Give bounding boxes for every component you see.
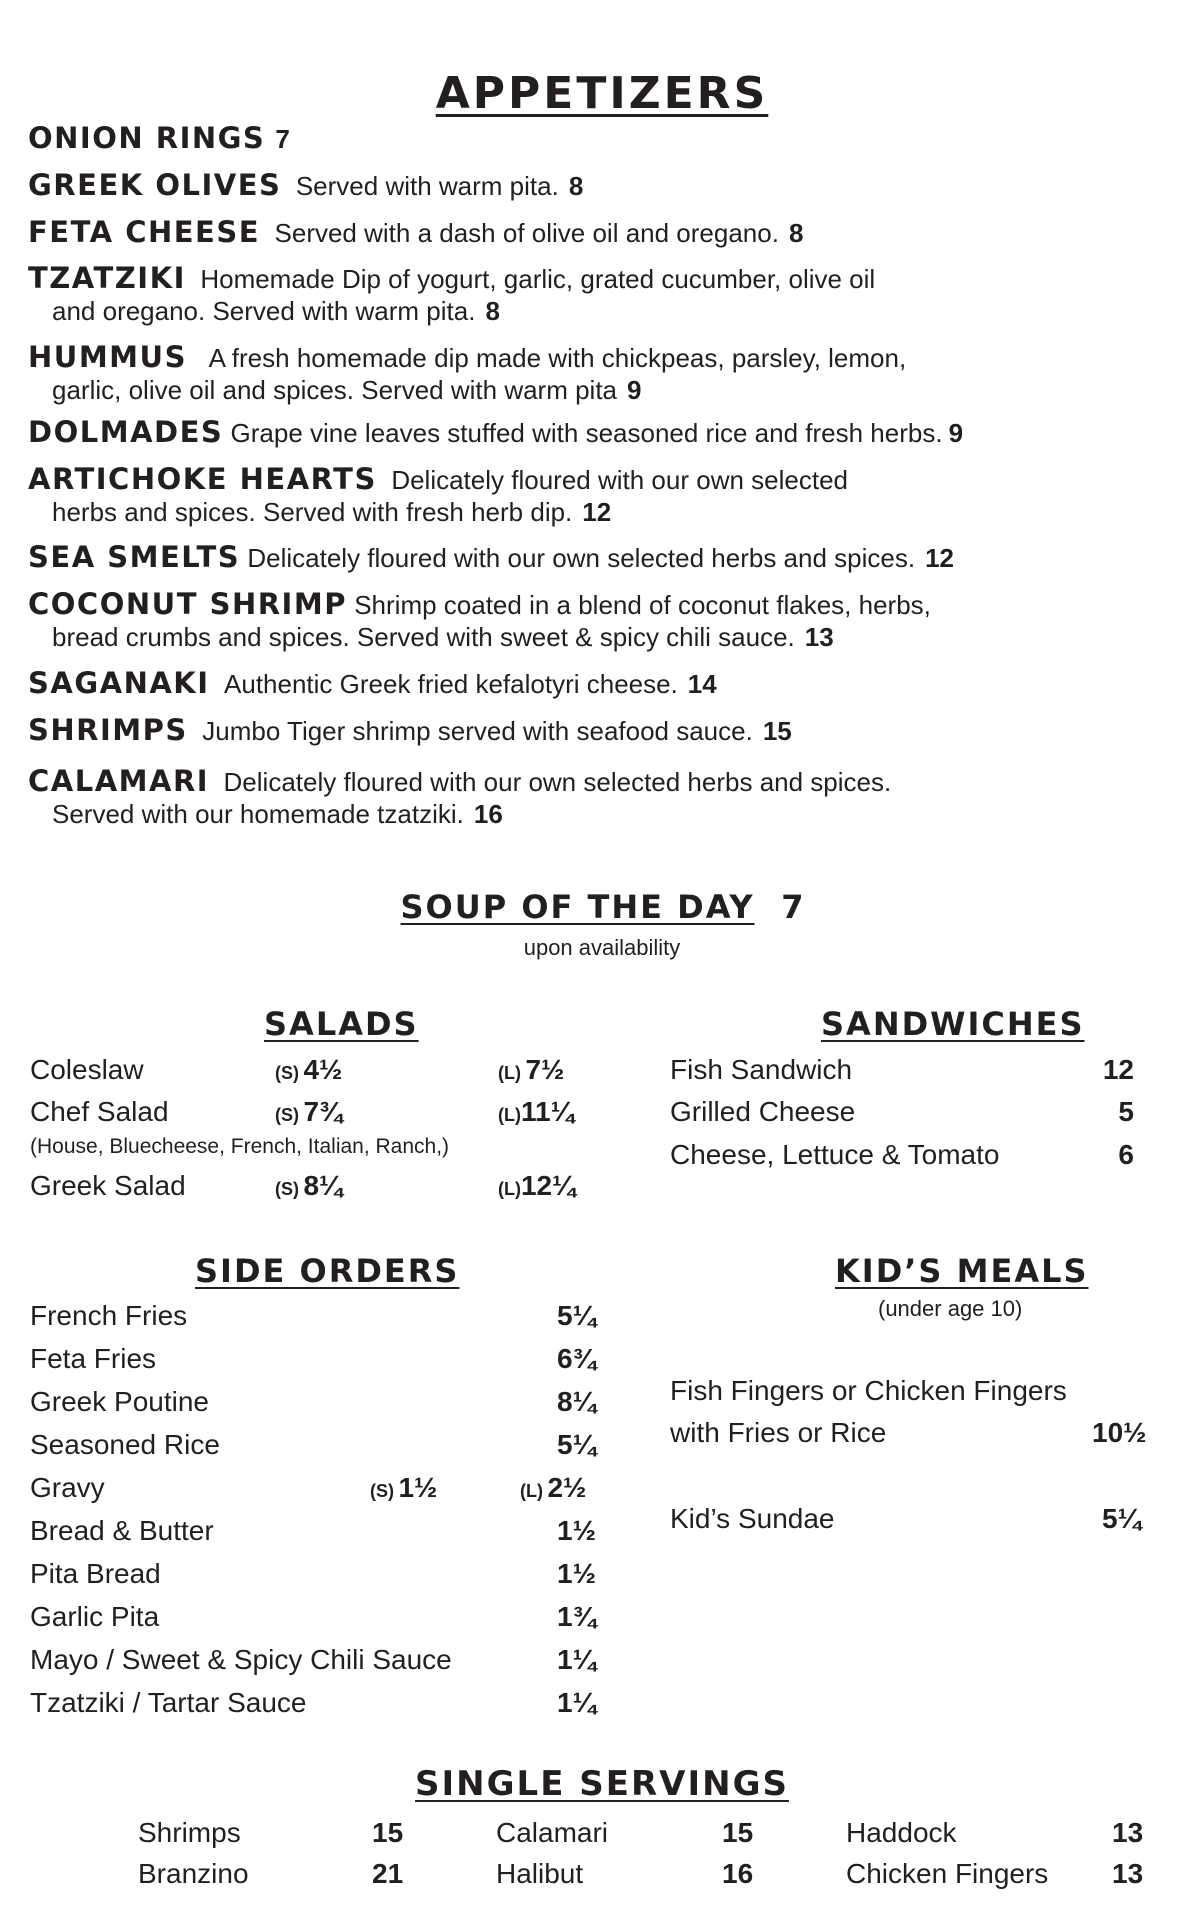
- appetizer-price: 12: [582, 497, 612, 527]
- sandwich-price: 6: [1118, 1139, 1134, 1170]
- soup-price: 7: [781, 888, 804, 926]
- side-price: 1¼: [557, 1644, 596, 1675]
- single-servings-title: SINGLE SERVINGS: [415, 1764, 789, 1804]
- appetizer-name: SHRIMPS: [28, 713, 188, 747]
- side-name: Pita Bread: [30, 1558, 161, 1589]
- appetizer-desc: Homemade Dip of yogurt, garlic, grated cucumber, olive oil: [200, 264, 876, 294]
- appetizer-price: 9: [948, 418, 964, 448]
- appetizer-name: SEA SMELTS: [28, 540, 241, 574]
- side-name: Feta Fries: [30, 1343, 157, 1374]
- side-name: French Fries: [30, 1300, 188, 1331]
- appetizer-item: [28, 169, 583, 202]
- kids-meals-note: (under age 10): [878, 1296, 1023, 1321]
- side-name: Garlic Pita: [30, 1601, 160, 1632]
- appetizer-desc: Served with a dash of olive oil and oregano.: [274, 218, 779, 248]
- appetizer-item: [28, 541, 954, 574]
- appetizer-desc: garlic, olive oil and spices. Served with warm pita: [52, 375, 618, 405]
- side-price: 1¾: [557, 1601, 596, 1632]
- appetizer-desc: Grape vine leaves stuffed with seasoned rice and fresh herbs.: [230, 418, 943, 448]
- salad-large-price: (L) 7½: [498, 1054, 565, 1085]
- single-price: 15: [372, 1817, 404, 1848]
- soup-title: SOUP OF THE DAY: [400, 888, 755, 926]
- sandwiches-title: SANDWICHES: [821, 1005, 1085, 1043]
- appetizer-name: ARTICHOKE HEARTS: [28, 462, 377, 496]
- side-large-price: (L) 2½: [520, 1472, 587, 1503]
- single-price: 21: [372, 1858, 404, 1889]
- side-price: 1½: [557, 1515, 596, 1546]
- side-price: 5¼: [557, 1300, 596, 1331]
- kids-meals-title: KID’S MEALS: [835, 1252, 1089, 1290]
- appetizer-item: [28, 714, 792, 747]
- salad-dressings: (House, Bluecheese, French, Italian, Ranch,): [30, 1135, 450, 1158]
- side-price: 1½: [557, 1558, 596, 1589]
- single-price: 13: [1112, 1817, 1144, 1848]
- appetizer-price: 8: [485, 296, 500, 326]
- side-price: 8¼: [557, 1386, 596, 1417]
- single-name: Chicken Fingers: [846, 1858, 1049, 1889]
- side-price: 5¼: [557, 1429, 596, 1460]
- appetizer-desc: Served with warm pita.: [295, 171, 559, 201]
- appetizer-price: 8: [568, 171, 584, 201]
- single-name: Haddock: [846, 1817, 957, 1848]
- appetizer-name: DOLMADES: [28, 415, 224, 449]
- appetizer-item: [28, 262, 875, 327]
- appetizer-desc: herbs and spices. Served with fresh herb dip.: [52, 497, 573, 527]
- appetizer-price: 8: [788, 218, 804, 248]
- appetizer-item: [28, 122, 290, 155]
- appetizer-price: 14: [687, 669, 717, 699]
- sandwich-name: Cheese, Lettuce & Tomato: [670, 1139, 1000, 1170]
- appetizer-price: 12: [925, 543, 954, 573]
- appetizer-price: 9: [627, 375, 642, 405]
- appetizer-item: [28, 416, 963, 449]
- kids-item-name: Kid’s Sundae: [670, 1503, 835, 1534]
- appetizer-desc: and oregano. Served with warm pita.: [52, 296, 476, 326]
- soup-note: upon availability: [523, 935, 681, 960]
- soup-heading: [0, 888, 1204, 926]
- sandwich-name: Fish Sandwich: [670, 1054, 853, 1085]
- sandwich-name: Grilled Cheese: [670, 1096, 856, 1127]
- appetizer-name: GREEK OLIVES: [28, 168, 282, 202]
- appetizer-price: 16: [473, 799, 503, 829]
- single-name: Branzino: [138, 1858, 249, 1889]
- appetizer-desc: A fresh homemade dip made with chickpeas, parsley, lemon,: [208, 343, 907, 373]
- appetizer-item: [28, 216, 803, 249]
- appetizer-price: 7: [275, 124, 290, 154]
- appetizer-item: [28, 341, 906, 406]
- side-price: 1¼: [557, 1687, 596, 1718]
- appetizer-desc: Delicately floured with our own selected herbs and spices.: [247, 543, 916, 573]
- appetizer-desc: Jumbo Tiger shrimp served with seafood sauce.: [202, 716, 753, 746]
- kids-item-price: 5¼: [1102, 1503, 1141, 1534]
- salad-large-price: (L)11¼: [498, 1096, 574, 1127]
- appetizer-desc: Authentic Greek fried kefalotyri cheese.: [224, 669, 678, 699]
- appetizer-price: 13: [804, 622, 834, 652]
- appetizer-name: ONION RINGS: [28, 121, 266, 155]
- appetizer-item: [28, 463, 848, 528]
- single-name: Calamari: [496, 1817, 609, 1848]
- single-name: Shrimps: [138, 1817, 241, 1848]
- salad-small-price: (S) 4½: [275, 1054, 343, 1085]
- salad-large-price: (L)12¼: [498, 1170, 576, 1201]
- side-name: Gravy: [30, 1472, 105, 1503]
- appetizers-title: APPETIZERS: [435, 68, 769, 119]
- sandwich-price: 12: [1102, 1054, 1134, 1085]
- salad-small-price: (S) 7¾: [275, 1096, 343, 1127]
- appetizer-desc: Delicately floured with our own selected: [391, 465, 848, 495]
- appetizer-desc: bread crumbs and spices. Served with sweet & spicy chili sauce.: [52, 622, 795, 652]
- appetizer-item: [28, 765, 891, 830]
- kids-item-name: with Fries or Rice: [670, 1417, 887, 1448]
- side-name: Seasoned Rice: [30, 1429, 220, 1460]
- appetizer-name: HUMMUS: [28, 340, 187, 374]
- side-orders-title: SIDE ORDERS: [195, 1252, 460, 1290]
- salad-name: Chef Salad: [30, 1096, 169, 1127]
- single-price: 15: [722, 1817, 754, 1848]
- sandwich-price: 5: [1118, 1096, 1134, 1127]
- salad-name: Greek Salad: [30, 1170, 186, 1201]
- side-small-price: (S) 1½: [370, 1472, 438, 1503]
- appetizer-name: FETA CHEESE: [28, 215, 261, 249]
- appetizer-name: COCONUT SHRIMP: [28, 587, 347, 621]
- kids-item-price: 10½: [1092, 1417, 1147, 1448]
- side-name: Mayo / Sweet & Spicy Chili Sauce: [30, 1644, 452, 1675]
- single-name: Halibut: [496, 1858, 584, 1889]
- side-name: Bread & Butter: [30, 1515, 214, 1546]
- single-price: 16: [722, 1858, 754, 1889]
- appetizer-desc: Delicately floured with our own selected herbs and spices.: [223, 767, 892, 797]
- salad-small-price: (S) 8¼: [275, 1170, 343, 1201]
- appetizer-name: TZATZIKI: [28, 261, 186, 295]
- salads-title: SALADS: [264, 1005, 419, 1043]
- side-price: 6¾: [557, 1343, 596, 1374]
- single-price: 13: [1112, 1858, 1144, 1889]
- side-name: Tzatziki / Tartar Sauce: [30, 1687, 307, 1718]
- salad-name: Coleslaw: [30, 1054, 144, 1085]
- appetizer-desc: Shrimp coated in a blend of coconut flakes, herbs,: [354, 590, 931, 620]
- appetizer-desc: Served with our homemade tzatziki.: [52, 799, 464, 829]
- kids-item-name: Fish Fingers or Chicken Fingers: [670, 1375, 1067, 1406]
- side-name: Greek Poutine: [30, 1386, 209, 1417]
- appetizer-item: [28, 588, 931, 653]
- appetizer-name: SAGANAKI: [28, 666, 210, 700]
- appetizer-price: 15: [762, 716, 792, 746]
- appetizer-item: [28, 667, 717, 700]
- appetizer-name: CALAMARI: [28, 764, 210, 798]
